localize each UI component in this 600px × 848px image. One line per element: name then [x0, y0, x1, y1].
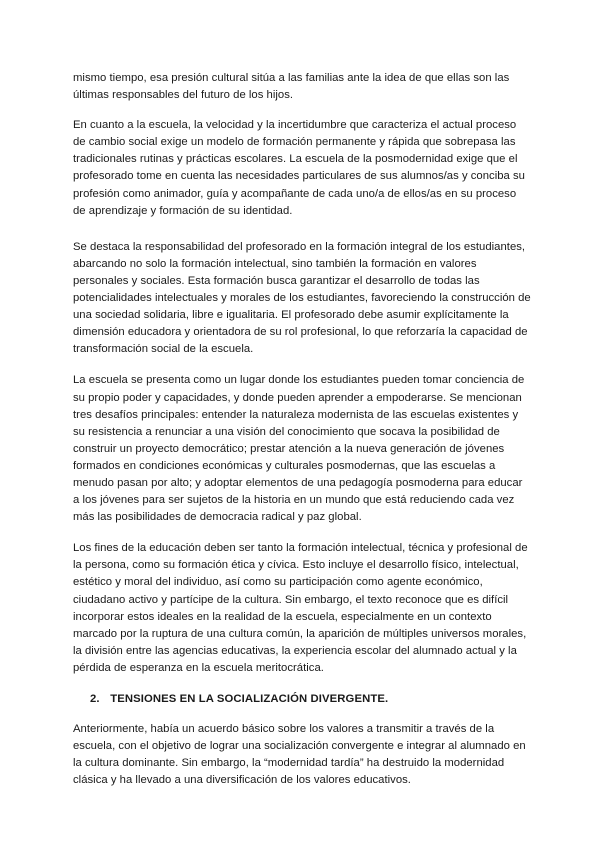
- section-heading: [90, 691, 531, 708]
- paragraph-family-pressure: mismo tiempo, esa presión cultural sitúa a las familias ante la idea de que ellas son las últimas responsables del futuro de los hijos.: [73, 72, 510, 102]
- paragraph-teacher-responsibility: Se destaca la responsabilidad del profesorado en la formación integral de los estudiantes, abarcando no solo la formación intelectual, sino también la formación en valores personales y sociales. Esta formación busca garantizar el desarrollo de todas las potencialidades intelectuales y morales de los estudiantes, favoreciendo la construcción de una sociedad solidaria, libre e igualitaria. El profesorado debe asumir explícitamente la dimensión educadora y orientadora de su rol profesional, lo que reforzaría la capacidad de transformación social de la escuela.: [73, 240, 531, 356]
- paragraph-education-aims: Los fines de la educación deben ser tanto la formación intelectual, técnica y profesional de la persona, como su formación ética y cívica. Esto incluye el desarrollo físico, intelectual, estético y moral del individuo, así como su participación como agente económico, ciudadano activo y partícipe de la cultura. Sin embargo, el texto reconoce que es difícil incorporar estos ideales en la realidad de la escuela, especialmente en un contexto marcado por la ruptura de una cultura común, la aparición de múltiples universos morales, la división entre las agencias educativas, la experiencia escolar del alumnado actual y la pérdida de esperanza en la escuela meritocrática.: [73, 542, 528, 674]
- section-title: TENSIONES EN LA SOCIALIZACIÓN DIVERGENTE.: [110, 693, 389, 705]
- section-number: 2.: [90, 693, 100, 705]
- document-page: [73, 70, 531, 803]
- paragraph-school-posmodernity: En cuanto a la escuela, la velocidad y la incertidumbre que caracteriza el actual proceso de cambio social exige un modelo de formación permanente y rápida que sobrepasa las tradicionales rutinas y prácticas escolares. La escuela de la posmodernidad exige que el profesorado tome en cuenta las necesidades particulares de sus alumnos/as y conciba su profesión como animador, guía y acompañante de cada uno/a de ellos/as en su proceso de aprendizaje y formación de su identidad.: [73, 119, 525, 217]
- paragraph-divergent-socialization: Anteriormente, había un acuerdo básico sobre los valores a transmitir a través de la escuela, con el objetivo de lograr una socialización convergente e integrar al alumnado en la cultura dominante. Sin embargo, la “modernidad tardía” ha destruido la modernidad clásica y ha llevado a una diversificación de los valores educativos.: [73, 723, 526, 787]
- paragraph-school-empowerment: La escuela se presenta como un lugar donde los estudiantes pueden tomar conciencia de su propio poder y capacidades, y donde pueden aprender a empoderarse. Se mencionan tres desafíos principales: entender la naturaleza modernista de las escuelas existentes y su resistencia a renunciar a una visión del conocimiento que socava la posibilidad de construir un proyecto democrático; prestar atención a la nueva generación de jóvenes formados en condiciones económicas y culturales posmodernas, que las escuelas a menudo pasan por alto; y adoptar elementos de una pedagogía posmoderna para educar a los jóvenes para ser sujetos de la historia en un mundo que está reduciendo cada vez más las posibilidades de democracia radical y paz global.: [73, 374, 525, 524]
